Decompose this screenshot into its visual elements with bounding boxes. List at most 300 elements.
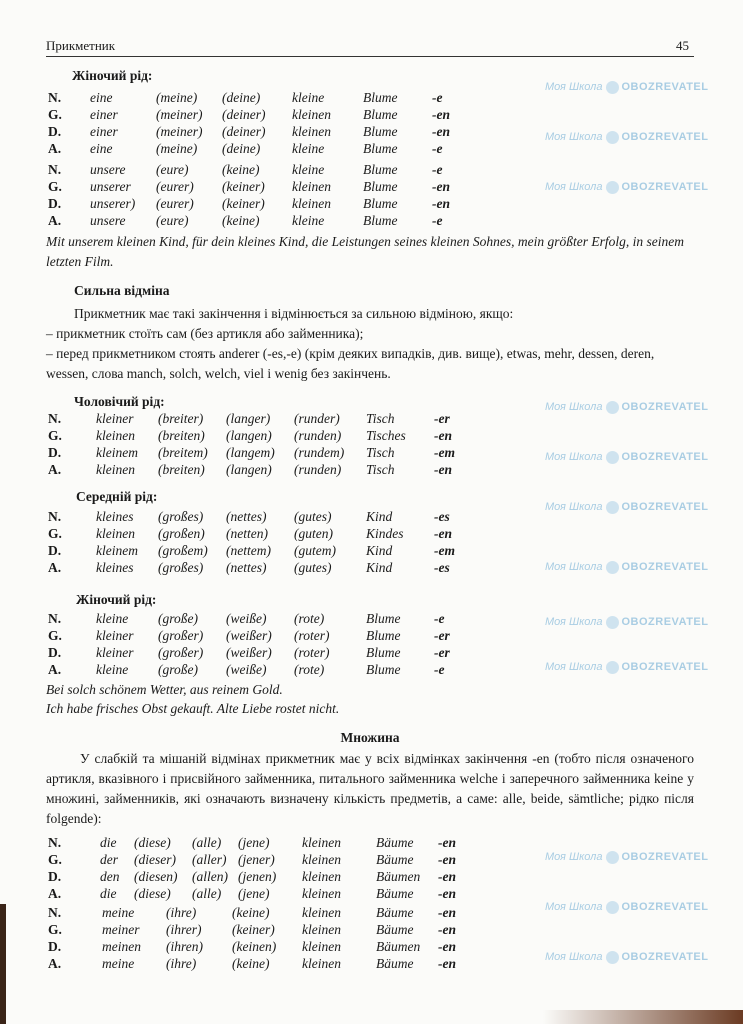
header-rule — [46, 56, 694, 57]
case-label: A. — [48, 141, 62, 156]
word-cell: Bäumen — [376, 939, 421, 954]
watermark-logo-icon — [606, 401, 619, 414]
case-label: G. — [48, 922, 62, 937]
ending-cell: -e — [434, 662, 445, 677]
ending-cell: -es — [434, 509, 450, 524]
table-row — [46, 178, 506, 195]
word-cell: (runder) — [294, 411, 340, 426]
word-cell: (keiner) — [232, 922, 275, 937]
word-cell: Tisch — [366, 462, 395, 477]
word-cell: Kindes — [366, 526, 404, 541]
watermark — [545, 450, 708, 464]
watermark-brand: Моя Школа — [545, 181, 603, 193]
word-cell: kleinen — [302, 922, 341, 937]
word-cell: kleine — [292, 90, 325, 105]
word-cell: kleiner — [96, 411, 134, 426]
case-label: G. — [48, 428, 62, 443]
watermark — [545, 400, 708, 414]
watermark — [545, 950, 708, 964]
watermark — [545, 500, 708, 514]
word-cell: (keiner) — [222, 196, 265, 211]
watermark — [545, 80, 708, 94]
word-cell: kleine — [96, 662, 129, 677]
case-label: A. — [48, 886, 62, 901]
watermark-logo-icon — [606, 181, 619, 194]
ending-cell: -es — [434, 560, 450, 575]
word-cell: (langen) — [226, 462, 272, 477]
ending-cell: -en — [438, 922, 456, 937]
word-cell: die — [100, 886, 117, 901]
word-cell: (langer) — [226, 411, 271, 426]
word-cell: kleinen — [302, 905, 341, 920]
watermark-brand: OBOZREVATEL — [621, 661, 709, 673]
word-cell: den — [100, 869, 120, 884]
word-cell: kleinen — [302, 835, 341, 850]
word-cell: Blume — [363, 179, 398, 194]
watermark — [545, 615, 708, 629]
word-cell: unserer — [90, 179, 131, 194]
case-label: N. — [48, 611, 62, 626]
word-cell: (roter) — [294, 645, 330, 660]
word-cell: eine — [90, 90, 113, 105]
heading-plural: Множина — [340, 730, 400, 745]
ending-cell: -en — [432, 124, 450, 139]
word-cell: Kind — [366, 509, 393, 524]
word-cell: meiner — [102, 922, 140, 937]
watermark-brand: Моя Школа — [545, 131, 603, 143]
word-cell: (eurer) — [156, 196, 194, 211]
word-cell: (jene) — [238, 886, 270, 901]
case-label: G. — [48, 852, 62, 867]
case-label: N. — [48, 411, 62, 426]
table-row — [46, 661, 506, 678]
watermark-brand: OBOZREVATEL — [621, 901, 709, 913]
word-cell: (breitem) — [158, 445, 208, 460]
heading-feminine-2: Жіночий рід: — [76, 592, 157, 607]
case-label: D. — [48, 196, 62, 211]
word-cell: Blume — [363, 213, 398, 228]
watermark-brand: OBOZREVATEL — [621, 616, 709, 628]
watermark-logo-icon — [606, 616, 619, 629]
watermark-logo-icon — [606, 661, 619, 674]
watermark-brand: OBOZREVATEL — [621, 131, 709, 143]
watermark-brand: OBOZREVATEL — [621, 561, 709, 573]
case-label: D. — [48, 543, 62, 558]
strong-point-1: – прикметник стоїть сам (без артикля або займенника); — [46, 326, 364, 341]
case-label: A. — [48, 560, 62, 575]
ending-cell: -en — [432, 179, 450, 194]
watermark-logo-icon — [606, 901, 619, 914]
case-label: N. — [48, 162, 62, 177]
word-cell: (runden) — [294, 462, 342, 477]
watermark-logo-icon — [606, 851, 619, 864]
case-label: A. — [48, 662, 62, 677]
word-cell: kleine — [292, 162, 325, 177]
page-edge-left — [0, 904, 6, 1024]
word-cell: Bäume — [376, 835, 414, 850]
word-cell: einer — [90, 107, 118, 122]
table-row — [46, 610, 506, 627]
word-cell: (gutes) — [294, 560, 332, 575]
word-cell: (ihre) — [166, 905, 197, 920]
word-cell: kleinen — [292, 196, 331, 211]
word-cell: (aller) — [192, 852, 227, 867]
word-cell: kleinen — [292, 107, 331, 122]
watermark-brand: Моя Школа — [545, 616, 603, 628]
table-row — [46, 885, 506, 902]
case-label: D. — [48, 869, 62, 884]
word-cell: (großes) — [158, 560, 204, 575]
example-1: Bei solch schönem Wetter, aus reinem Gold. — [46, 682, 283, 697]
ending-cell: -en — [434, 428, 452, 443]
word-cell: (großer) — [158, 628, 204, 643]
ending-cell: -en — [432, 196, 450, 211]
word-cell: kleinen — [302, 852, 341, 867]
word-cell: (keine) — [232, 905, 270, 920]
watermark — [545, 850, 708, 864]
ending-cell: -en — [438, 939, 456, 954]
heading-strong-declension: Сильна відміна — [74, 283, 170, 298]
heading-neuter: Середній рід: — [76, 489, 158, 504]
case-label: G. — [48, 179, 62, 194]
table-row — [46, 644, 506, 661]
word-cell: meine — [102, 956, 135, 971]
word-cell: kleinen — [96, 428, 135, 443]
running-header: Прикметник — [46, 38, 116, 53]
watermark-logo-icon — [606, 951, 619, 964]
word-cell: unserer) — [90, 196, 136, 211]
plural-text: У слабкій та мішаній відмінах прикметник має у всіх відмінках закінчення -en (тобто після означеного артикля, вказівного і присвійного займенника, питального займенника welche і заперечного займенника keine у множині, займенників, які означають визначену кількість предметів, а саме: alle, beide, sämtliche; рідко після folgende): — [46, 751, 694, 826]
word-cell: Bäumen — [376, 869, 421, 884]
word-cell: (weißer) — [226, 628, 272, 643]
watermark — [545, 180, 708, 194]
case-label: A. — [48, 213, 62, 228]
case-label: D. — [48, 939, 62, 954]
watermark-brand: Моя Школа — [545, 901, 603, 913]
table-row — [46, 525, 506, 542]
watermark-brand: OBOZREVATEL — [621, 501, 709, 513]
word-cell: Blume — [366, 645, 401, 660]
watermark-brand: Моя Школа — [545, 81, 603, 93]
word-cell: (roter) — [294, 628, 330, 643]
word-cell: kleinen — [302, 869, 341, 884]
case-label: N. — [48, 835, 62, 850]
word-cell: (keiner) — [222, 179, 265, 194]
word-cell: kleines — [96, 560, 134, 575]
word-cell: unsere — [90, 213, 126, 228]
table-plural-2 — [46, 904, 506, 972]
watermark-brand: Моя Школа — [545, 951, 603, 963]
word-cell: kleinen — [302, 886, 341, 901]
word-cell: (große) — [158, 611, 198, 626]
ending-cell: -en — [438, 852, 456, 867]
word-cell: (weiße) — [226, 611, 267, 626]
word-cell: (keine) — [222, 213, 260, 228]
word-cell: kleinen — [292, 124, 331, 139]
word-cell: (großen) — [158, 526, 205, 541]
word-cell: meine — [102, 905, 135, 920]
word-cell: kleines — [96, 509, 134, 524]
word-cell: Blume — [366, 611, 401, 626]
table-row — [46, 195, 506, 212]
word-cell: Blume — [366, 628, 401, 643]
word-cell: kleiner — [96, 628, 134, 643]
table-row — [46, 938, 506, 955]
table-row — [46, 106, 506, 123]
watermark-brand: Моя Школа — [545, 561, 603, 573]
word-cell: Kind — [366, 543, 393, 558]
word-cell: unsere — [90, 162, 126, 177]
word-cell: (meine) — [156, 141, 198, 156]
table-row — [46, 904, 506, 921]
word-cell: Bäume — [376, 905, 414, 920]
ending-cell: -er — [434, 628, 450, 643]
table-feminine-strong — [46, 610, 506, 678]
table-row — [46, 834, 506, 851]
word-cell: Tisch — [366, 445, 395, 460]
ending-cell: -en — [434, 526, 452, 541]
table-row — [46, 627, 506, 644]
word-cell: (diese) — [134, 886, 171, 901]
word-cell: eine — [90, 141, 113, 156]
word-cell: (ihre) — [166, 956, 197, 971]
table-row — [46, 508, 506, 525]
table-row — [46, 410, 506, 427]
table-row — [46, 851, 506, 868]
word-cell: (diese) — [134, 835, 171, 850]
ending-cell: -en — [438, 886, 456, 901]
ending-cell: -en — [438, 835, 456, 850]
page-edge-shadow — [543, 1010, 743, 1024]
word-cell: (deiner) — [222, 124, 266, 139]
watermark — [545, 900, 708, 914]
word-cell: Bäume — [376, 922, 414, 937]
watermark-brand: OBOZREVATEL — [621, 951, 709, 963]
word-cell: Blume — [363, 124, 398, 139]
ending-cell: -e — [432, 213, 443, 228]
table-row — [46, 89, 506, 106]
word-cell: kleinen — [302, 956, 341, 971]
watermark-logo-icon — [606, 81, 619, 94]
ending-cell: -en — [438, 905, 456, 920]
table-masculine — [46, 410, 506, 478]
word-cell: Bäume — [376, 852, 414, 867]
word-cell: (nettem) — [226, 543, 271, 558]
watermark-brand: OBOZREVATEL — [621, 81, 709, 93]
word-cell: kleinem — [96, 543, 138, 558]
case-label: G. — [48, 628, 62, 643]
ending-cell: -e — [432, 162, 443, 177]
watermark-logo-icon — [606, 131, 619, 144]
watermark — [545, 560, 708, 574]
watermark-brand: OBOZREVATEL — [621, 851, 709, 863]
word-cell: (große) — [158, 662, 198, 677]
word-cell: (weiße) — [226, 662, 267, 677]
page-number: 45 — [676, 38, 689, 53]
word-cell: Blume — [366, 662, 401, 677]
word-cell: (ihren) — [166, 939, 203, 954]
word-cell: (jener) — [238, 852, 275, 867]
word-cell: (meine) — [156, 90, 198, 105]
word-cell: kleiner — [96, 645, 134, 660]
word-cell: kleinem — [96, 445, 138, 460]
strong-intro: Прикметник має такі закінчення і відмінюється за сильною відміною, якщо: — [74, 306, 514, 321]
word-cell: (netten) — [226, 526, 268, 541]
word-cell: (meiner) — [156, 107, 203, 122]
watermark-brand: Моя Школа — [545, 401, 603, 413]
case-label: N. — [48, 509, 62, 524]
table-row — [46, 444, 506, 461]
case-label: D. — [48, 124, 62, 139]
word-cell: der — [100, 852, 118, 867]
table-row — [46, 559, 506, 576]
word-cell: (gutem) — [294, 543, 336, 558]
ending-cell: -en — [434, 462, 452, 477]
watermark-brand: Моя Школа — [545, 451, 603, 463]
case-label: N. — [48, 905, 62, 920]
word-cell: (meiner) — [156, 124, 203, 139]
word-cell: einer — [90, 124, 118, 139]
watermark-logo-icon — [606, 501, 619, 514]
word-cell: (keinen) — [232, 939, 277, 954]
word-cell: kleine — [292, 141, 325, 156]
word-cell: kleinen — [96, 462, 135, 477]
word-cell: (gutes) — [294, 509, 332, 524]
word-cell: kleine — [292, 213, 325, 228]
word-cell: (weißer) — [226, 645, 272, 660]
word-cell: (rote) — [294, 611, 325, 626]
word-cell: (allen) — [192, 869, 228, 884]
word-cell: (großes) — [158, 509, 204, 524]
ending-cell: -er — [434, 411, 450, 426]
word-cell: (ihrer) — [166, 922, 202, 937]
word-cell: (großem) — [158, 543, 208, 558]
ending-cell: -em — [434, 543, 455, 558]
word-cell: (rundem) — [294, 445, 345, 460]
word-cell: meinen — [102, 939, 141, 954]
ending-cell: -e — [434, 611, 445, 626]
strong-point-2: – перед прикметником стоять anderer (-es,-e) (крім деяких випадків, див. вище), etwas, mehr, dessen, deren, wessen, слова manch, solch, welch, viel i wenig без закінчень. — [46, 346, 655, 381]
case-label: N. — [48, 90, 62, 105]
word-cell: (diesen) — [134, 869, 178, 884]
word-cell: Kind — [366, 560, 393, 575]
word-cell: Tisch — [366, 411, 395, 426]
word-cell: Bäume — [376, 956, 414, 971]
watermark — [545, 660, 708, 674]
table-row — [46, 140, 506, 157]
word-cell: Blume — [363, 90, 398, 105]
word-cell: (jene) — [238, 835, 270, 850]
table-row — [46, 427, 506, 444]
ending-cell: -er — [434, 645, 450, 660]
word-cell: (jenen) — [238, 869, 277, 884]
heading-feminine-1: Жіночий рід: — [72, 68, 153, 83]
case-label: G. — [48, 107, 62, 122]
word-cell: (rote) — [294, 662, 325, 677]
word-cell: Blume — [363, 162, 398, 177]
word-cell: kleine — [96, 611, 129, 626]
word-cell: (alle) — [192, 835, 222, 850]
table-row — [46, 868, 506, 885]
word-cell: (deine) — [222, 141, 261, 156]
watermark-brand: OBOZREVATEL — [621, 451, 709, 463]
table-row — [46, 212, 506, 229]
word-cell: (großer) — [158, 645, 204, 660]
table-row — [46, 921, 506, 938]
table-feminine-mixed — [46, 89, 506, 229]
word-cell: (langem) — [226, 445, 275, 460]
table-row — [46, 161, 506, 178]
word-cell: (breiten) — [158, 462, 205, 477]
word-cell: (langen) — [226, 428, 272, 443]
word-cell: kleinen — [292, 179, 331, 194]
word-cell: Blume — [363, 141, 398, 156]
word-cell: (alle) — [192, 886, 222, 901]
watermark-brand: Моя Школа — [545, 851, 603, 863]
word-cell: (nettes) — [226, 560, 267, 575]
ending-cell: -e — [432, 141, 443, 156]
watermark-brand: OBOZREVATEL — [621, 401, 709, 413]
word-cell: die — [100, 835, 117, 850]
word-cell: (keine) — [222, 162, 260, 177]
word-cell: (deine) — [222, 90, 261, 105]
word-cell: (eure) — [156, 162, 189, 177]
table-row — [46, 461, 506, 478]
table-row — [46, 123, 506, 140]
word-cell: Tisches — [366, 428, 406, 443]
word-cell: (dieser) — [134, 852, 176, 867]
case-label: D. — [48, 445, 62, 460]
ending-cell: -en — [438, 956, 456, 971]
table-plural-1 — [46, 834, 506, 902]
word-cell: (breiten) — [158, 428, 205, 443]
case-label: G. — [48, 526, 62, 541]
word-cell: (guten) — [294, 526, 333, 541]
table-row — [46, 542, 506, 559]
word-cell: (eurer) — [156, 179, 194, 194]
watermark-brand: OBOZREVATEL — [621, 181, 709, 193]
watermark-brand: Моя Школа — [545, 661, 603, 673]
word-cell: (eure) — [156, 213, 189, 228]
table-row — [46, 955, 506, 972]
word-cell: kleinen — [96, 526, 135, 541]
word-cell: (breiter) — [158, 411, 204, 426]
example-sentence: Mit unserem kleinen Kind, für dein kleines Kind, die Leistungen seines kleinen Sohnes, mein größter Erfolg, in seinem letzten Film. — [46, 234, 685, 269]
case-label: A. — [48, 956, 62, 971]
word-cell: (deiner) — [222, 107, 266, 122]
ending-cell: -en — [432, 107, 450, 122]
word-cell: (runden) — [294, 428, 342, 443]
watermark-logo-icon — [606, 451, 619, 464]
watermark-logo-icon — [606, 561, 619, 574]
word-cell: Bäume — [376, 886, 414, 901]
word-cell: Blume — [363, 196, 398, 211]
ending-cell: -e — [432, 90, 443, 105]
ending-cell: -en — [438, 869, 456, 884]
example-2: Ich habe frisches Obst gekauft. Alte Liebe rostet nicht. — [46, 701, 340, 716]
watermark — [545, 130, 708, 144]
word-cell: Blume — [363, 107, 398, 122]
word-cell: (nettes) — [226, 509, 267, 524]
word-cell: (keine) — [232, 956, 270, 971]
heading-masculine: Чоловічий рід: — [74, 394, 165, 409]
case-label: A. — [48, 462, 62, 477]
watermark-brand: Моя Школа — [545, 501, 603, 513]
ending-cell: -em — [434, 445, 455, 460]
word-cell: kleinen — [302, 939, 341, 954]
table-neuter — [46, 508, 506, 576]
case-label: D. — [48, 645, 62, 660]
